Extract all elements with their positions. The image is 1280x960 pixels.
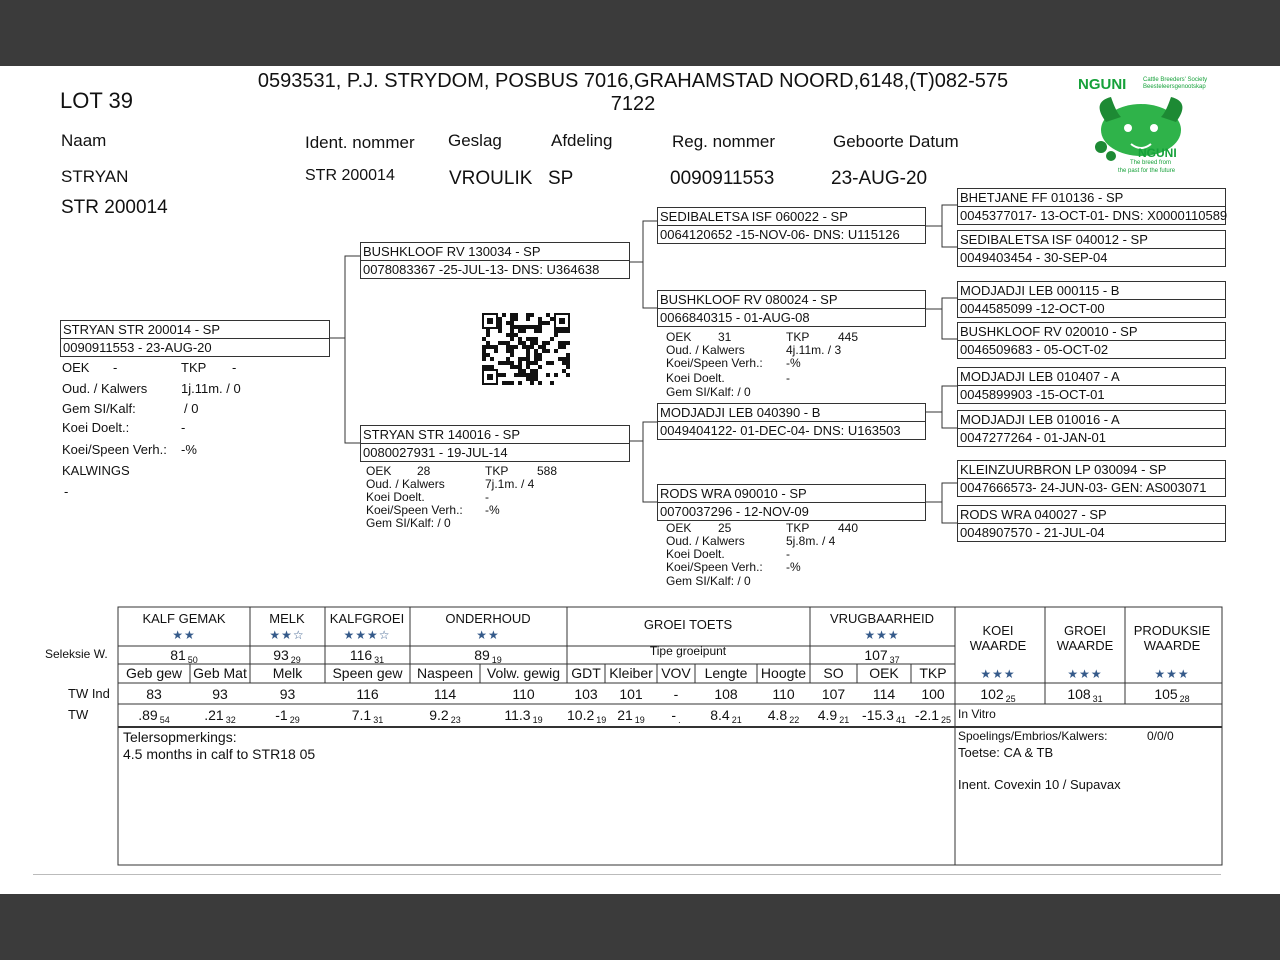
gen3-2-gem: Gem SI/Kalf: / 0	[666, 385, 751, 399]
gen3-1-reg: 0064120652 -15-NOV-06- DNS: U115126	[660, 227, 900, 242]
gen4-5-reg: 0045899903 -15-OCT-01	[960, 387, 1105, 402]
dam-speen-value: -%	[485, 503, 500, 517]
index-value	[1040, 686, 1130, 704]
tw-value-sub: 32	[225, 715, 236, 725]
tw-value-sub: 21	[839, 715, 850, 725]
group-stars: ★★	[172, 628, 196, 642]
tw-ind-value: 100	[921, 686, 945, 702]
tw-value	[118, 707, 190, 725]
gen3-2-koei-value: -	[786, 371, 790, 385]
dam-tkp-value: 588	[537, 464, 558, 478]
dam-oud-value: 7j.1m. / 4	[485, 477, 535, 491]
dam-gem: Gem SI/Kalf: / 0	[366, 516, 451, 530]
in-vitro-label: In Vitro	[958, 707, 996, 721]
tw-ind-value: 110	[772, 686, 795, 702]
gen3-2-oud-label: Oud. / Kalwers	[666, 343, 745, 357]
heading-naam: Naam	[61, 131, 107, 150]
toetse: Toetse: CA & TB	[958, 745, 1054, 760]
subject-kalwings-label: KALWINGS	[62, 463, 130, 478]
spoelings-value: 0/0/0	[1147, 729, 1174, 743]
tw-value-sub: 23	[450, 715, 461, 725]
tw-ind-value: 114	[872, 686, 896, 702]
dam-oek-label: OEK	[366, 464, 392, 478]
subject-name: STRYAN STR 200014 - SP	[63, 322, 221, 337]
heading-geboorte: Geboorte Datum	[833, 132, 959, 151]
gen3-4-tkp-value: 440	[838, 521, 859, 535]
tw-value-main: -1	[275, 707, 288, 723]
tw-ind-value: 101	[619, 686, 643, 702]
row-label-twind: TW Ind	[68, 686, 110, 701]
animal-naam: STRYAN	[61, 167, 129, 186]
subject-oud-label: Oud. / Kalwers	[62, 381, 148, 396]
group-value-main: 81	[170, 647, 186, 663]
dam-koei-label: Koei Doelt.	[366, 490, 425, 504]
column-header: Lengte	[704, 665, 748, 681]
tw-value	[190, 707, 250, 725]
tw-value	[757, 707, 810, 725]
gen3-2-koei-label: Koei Doelt.	[666, 371, 725, 385]
tw-value-sub: 21	[731, 715, 742, 725]
tw-ind-value: 116	[356, 686, 379, 702]
tw-value-main: 10.2	[567, 707, 595, 723]
tw-ind-value: 83	[146, 686, 162, 702]
gen3-4-koei-label: Koei Doelt.	[666, 547, 725, 561]
gen3-2-tkp-label: TKP	[786, 330, 810, 344]
subject-gem-label: Gem SI/Kalf:	[62, 401, 136, 416]
gen3-4-tkp-label: TKP	[786, 521, 810, 535]
subject-kalwings-value: -	[64, 484, 69, 499]
gen4-5-name: MODJADJI LEB 010407 - A	[960, 369, 1120, 384]
index-value	[953, 686, 1043, 704]
subject-speen-label: Koei/Speen Verh.:	[62, 442, 167, 457]
grid-lines	[0, 66, 1280, 894]
group-value-sub: 29	[290, 655, 301, 665]
tw-value-sub: 29	[289, 715, 300, 725]
heading-afdeling: Afdeling	[551, 131, 613, 150]
gen4-7-name: KLEINZUURBRON LP 030094 - SP	[960, 462, 1167, 477]
index-stars: ★★★	[1154, 667, 1190, 681]
group-value	[608, 644, 768, 658]
column-header: SO	[823, 665, 844, 681]
gen3-2-oek-label: OEK	[666, 330, 692, 344]
tw-value	[480, 707, 567, 725]
subject-koei-value: -	[181, 420, 186, 435]
logo-word: NGUNI	[1138, 146, 1177, 160]
gen3-3-reg: 0049404122- 01-DEC-04- DNS: U163503	[660, 423, 901, 438]
subject-tkp-value: -	[232, 360, 237, 375]
gen4-3-reg: 0044585099 -12-OCT-00	[960, 301, 1105, 316]
index-value-sub: 28	[1179, 694, 1190, 704]
tw-ind-value: 103	[574, 686, 598, 702]
tw-ind-value: 93	[212, 686, 228, 702]
gen3-4-oek-label: OEK	[666, 521, 692, 535]
subject-oek-value: -	[113, 360, 118, 375]
pedigree-sheet	[0, 66, 1280, 894]
column-header: VOV	[661, 665, 691, 681]
subject-oek-label: OEK	[62, 360, 90, 375]
group-name: ONDERHOUD	[445, 611, 531, 626]
column-header: Volw. gewig	[486, 665, 561, 681]
column-header: TKP	[919, 665, 947, 681]
index-value-main: 108	[1067, 686, 1091, 702]
row-label-seleksie: Seleksie W.	[45, 647, 108, 661]
column-header: Geb gew	[125, 665, 183, 681]
tw-value-main: 9.2	[429, 707, 449, 723]
dam-speen-label: Koei/Speen Verh.:	[366, 503, 463, 517]
dam-oud-label: Oud. / Kalwers	[366, 477, 445, 491]
tw-value-sub: 19	[596, 715, 607, 725]
tw-value-main: 7.1	[351, 707, 372, 723]
index-value-main: 105	[1154, 686, 1178, 702]
logo-society-1: Cattle Breeders' Society	[1143, 77, 1208, 83]
gen3-4-name: RODS WRA 090010 - SP	[660, 486, 807, 501]
animal-afdeling: SP	[548, 168, 574, 189]
gen4-1-reg: 0045377017- 13-OCT-01- DNS: X0000110589	[960, 208, 1228, 223]
tw-value	[857, 707, 911, 725]
gen3-2-speen-label: Koei/Speen Verh.:	[666, 356, 763, 370]
group-value-main: 93	[273, 647, 289, 663]
column-header: Geb Mat	[193, 665, 247, 681]
group-value-main: 89	[474, 647, 490, 663]
column-header: Hoogte	[760, 665, 807, 681]
logo-tagline-1: The breed from	[1130, 160, 1172, 166]
owner-phone-suffix: 7122	[610, 93, 656, 115]
tw-value-main: -	[671, 707, 677, 723]
tw-value	[567, 707, 605, 725]
tw-value-sub: 31	[373, 715, 384, 725]
heading-ident: Ident. nommer	[305, 133, 415, 152]
gen3-2-oek-value: 31	[718, 330, 732, 344]
gen3-2-reg: 0066840315 - 01-AUG-08	[660, 310, 810, 325]
gen3-4-oud-value: 5j.8m. / 4	[786, 534, 836, 548]
tw-value-main: 21	[617, 707, 633, 723]
gen3-4-gem: Gem SI/Kalf: / 0	[666, 574, 751, 588]
gen3-4-speen-value: -%	[786, 560, 801, 574]
group-value-main: 116	[349, 647, 373, 663]
tw-ind-value: 108	[714, 686, 738, 702]
index-name: PRODUKSIE	[1133, 623, 1211, 638]
tw-value-sub: 22	[789, 715, 800, 725]
subject-tkp-label: TKP	[181, 360, 207, 375]
tw-value-sub: 41	[895, 715, 906, 725]
row-label-tw: TW	[68, 707, 89, 722]
tw-value-sub: 54	[159, 715, 170, 725]
tw-value	[250, 707, 325, 725]
subject-reg: 0090911553 - 23-AUG-20	[63, 340, 212, 355]
logo-title: NGUNI	[1078, 76, 1127, 93]
remarks-text: 4.5 months in calf to STR18 05	[123, 746, 316, 762]
index-name: KOEI	[982, 623, 1014, 638]
tw-ind-value: 93	[279, 686, 296, 702]
group-name: MELK	[269, 611, 305, 626]
tw-ind-value: -	[673, 686, 679, 702]
tw-ind-value: 114	[433, 686, 457, 702]
tw-value-main: .89	[138, 707, 158, 723]
dam-oek-value: 28	[417, 464, 431, 478]
index-stars: ★★★	[980, 667, 1016, 681]
group-value-sub: 50	[187, 655, 198, 665]
tw-value-main: 4.8	[767, 707, 788, 723]
dam-tkp-label: TKP	[485, 464, 509, 478]
tw-value	[325, 707, 410, 725]
inent: Inent. Covexin 10 / Supavax	[958, 777, 1121, 792]
group-value-sub: 31	[374, 655, 385, 665]
index-stars: ★★★	[1067, 667, 1103, 681]
sire-name: BUSHKLOOF RV 130034 - SP	[363, 244, 541, 259]
gen3-1-name: SEDIBALETSA ISF 060022 - SP	[660, 209, 848, 224]
tw-value	[410, 707, 480, 725]
index-value-sub: 25	[1005, 694, 1016, 704]
index-value-main: 102	[980, 686, 1004, 702]
tw-value-sub: 19	[634, 715, 645, 725]
tw-value	[657, 707, 695, 725]
dam-name: STRYAN STR 140016 - SP	[363, 427, 521, 442]
column-header: Speen gew	[332, 665, 403, 681]
gen4-6-reg: 0047277264 - 01-JAN-01	[960, 430, 1106, 445]
group-value	[408, 647, 568, 665]
logo-tagline-2: the past for the future	[1118, 168, 1176, 174]
gen4-1-name: BHETJANE FF 010136 - SP	[960, 190, 1124, 205]
heading-reg: Reg. nommer	[672, 132, 775, 151]
group-value-sub: 37	[889, 655, 900, 665]
animal-geslag: VROULIK	[449, 168, 533, 189]
gen4-8-name: RODS WRA 040027 - SP	[960, 507, 1107, 522]
group-stars: ★★★☆	[343, 628, 391, 642]
gen3-3-name: MODJADJI LEB 040390 - B	[660, 405, 821, 420]
tw-value-main: 11.3	[504, 707, 531, 723]
tw-value-sub: 19	[532, 715, 543, 725]
animal-geboorte: 23-AUG-20	[831, 168, 928, 189]
tw-value-main: .21	[204, 707, 224, 723]
tw-value-sub: .	[678, 715, 681, 725]
gen3-4-reg: 0070037296 - 12-NOV-09	[660, 504, 809, 519]
index-value-sub: 31	[1092, 694, 1103, 704]
gen3-4-speen-label: Koei/Speen Verh.:	[666, 560, 763, 574]
group-name: GROEI TOETS	[643, 617, 733, 632]
column-header: Melk	[272, 665, 303, 681]
gen4-8-reg: 0048907570 - 21-JUL-04	[960, 525, 1105, 540]
tw-value	[605, 707, 657, 725]
gen3-2-name: BUSHKLOOF RV 080024 - SP	[660, 292, 838, 307]
index-name: WAARDE	[969, 638, 1027, 653]
column-header: OEK	[869, 665, 899, 681]
gen3-2-speen-value: -%	[786, 356, 801, 370]
index-value	[1127, 686, 1217, 704]
group-value-sub: 19	[491, 655, 502, 665]
tw-ind-value: 107	[821, 686, 846, 702]
group-value-main: 107	[864, 647, 888, 663]
animal-ident: STR 200014	[305, 167, 395, 184]
gen3-2-tkp-value: 445	[838, 330, 859, 344]
index-name: GROEI	[1064, 623, 1106, 638]
tw-value	[810, 707, 857, 725]
tw-value-main: 8.4	[710, 707, 730, 723]
dam-reg: 0080027931 - 19-JUL-14	[363, 445, 508, 460]
tw-value	[695, 707, 757, 725]
remarks-label: Telersopmerkings:	[123, 729, 237, 745]
tw-value-main: 4.9	[817, 707, 838, 723]
animal-big-id: STR 200014	[61, 197, 168, 218]
gen3-4-oud-label: Oud. / Kalwers	[666, 534, 745, 548]
gen4-3-name: MODJADJI LEB 000115 - B	[960, 283, 1120, 298]
tw-ind-value: 110	[512, 686, 535, 702]
tw-value-main: -2.1	[914, 707, 940, 723]
group-name: VRUGBAARHEID	[829, 611, 935, 626]
subject-oud-value: 1j.11m. / 0	[181, 381, 241, 396]
group-stars: ★★★	[864, 628, 900, 642]
gen4-2-reg: 0049403454 - 30-SEP-04	[960, 250, 1108, 265]
group-stars: ★★☆	[269, 628, 305, 642]
tw-value-main: -15.3	[862, 707, 894, 723]
gen3-2-oud-value: 4j.11m. / 3	[786, 343, 842, 357]
subject-speen-value: -%	[181, 442, 197, 457]
animal-reg: 0090911553	[670, 168, 775, 189]
spoelings-label: Spoelings/Embrios/Kalwers:	[958, 729, 1108, 743]
gen4-4-name: BUSHKLOOF RV 020010 - SP	[960, 324, 1138, 339]
group-name: KALFGROEI	[329, 611, 405, 626]
column-header: Naspeen	[416, 665, 474, 681]
group-stars: ★★	[476, 628, 500, 642]
column-header: Kleiber	[609, 665, 653, 681]
logo-society-2: Beesteleersgenootskap	[1143, 84, 1206, 90]
gen4-2-name: SEDIBALETSA ISF 040012 - SP	[960, 232, 1148, 247]
heading-geslag: Geslag	[448, 131, 502, 150]
group-value	[802, 647, 962, 665]
gen4-6-name: MODJADJI LEB 010016 - A	[960, 412, 1120, 427]
tw-value	[911, 707, 955, 725]
index-name: WAARDE	[1056, 638, 1114, 653]
group-value-main: Tipe groeipunt	[649, 644, 727, 658]
lot-number: LOT 39	[60, 88, 133, 113]
subject-koei-label: Koei Doelt.:	[62, 420, 130, 435]
gen3-4-oek-value: 25	[718, 521, 732, 535]
bottom-rule	[33, 874, 1221, 875]
gen3-4-koei-value: -	[786, 547, 790, 561]
sire-reg: 0078083367 -25-JUL-13- DNS: U364638	[363, 262, 600, 277]
dam-koei-value: -	[485, 490, 489, 504]
tw-value-sub: 25	[941, 715, 952, 725]
column-header: GDT	[571, 665, 601, 681]
gen4-4-reg: 0046509683 - 05-OCT-02	[960, 342, 1109, 357]
subject-gem-value: / 0	[184, 401, 199, 416]
index-name: WAARDE	[1143, 638, 1201, 653]
gen4-7-reg: 0047666573- 24-JUN-03- GEN: AS003071	[960, 480, 1207, 495]
group-name: KALF GEMAK	[142, 611, 226, 626]
owner-address: 0593531, P.J. STRYDOM, POSBUS 7016,GRAHAMSTAD NOORD,6148,(T)082-575	[257, 70, 1009, 92]
